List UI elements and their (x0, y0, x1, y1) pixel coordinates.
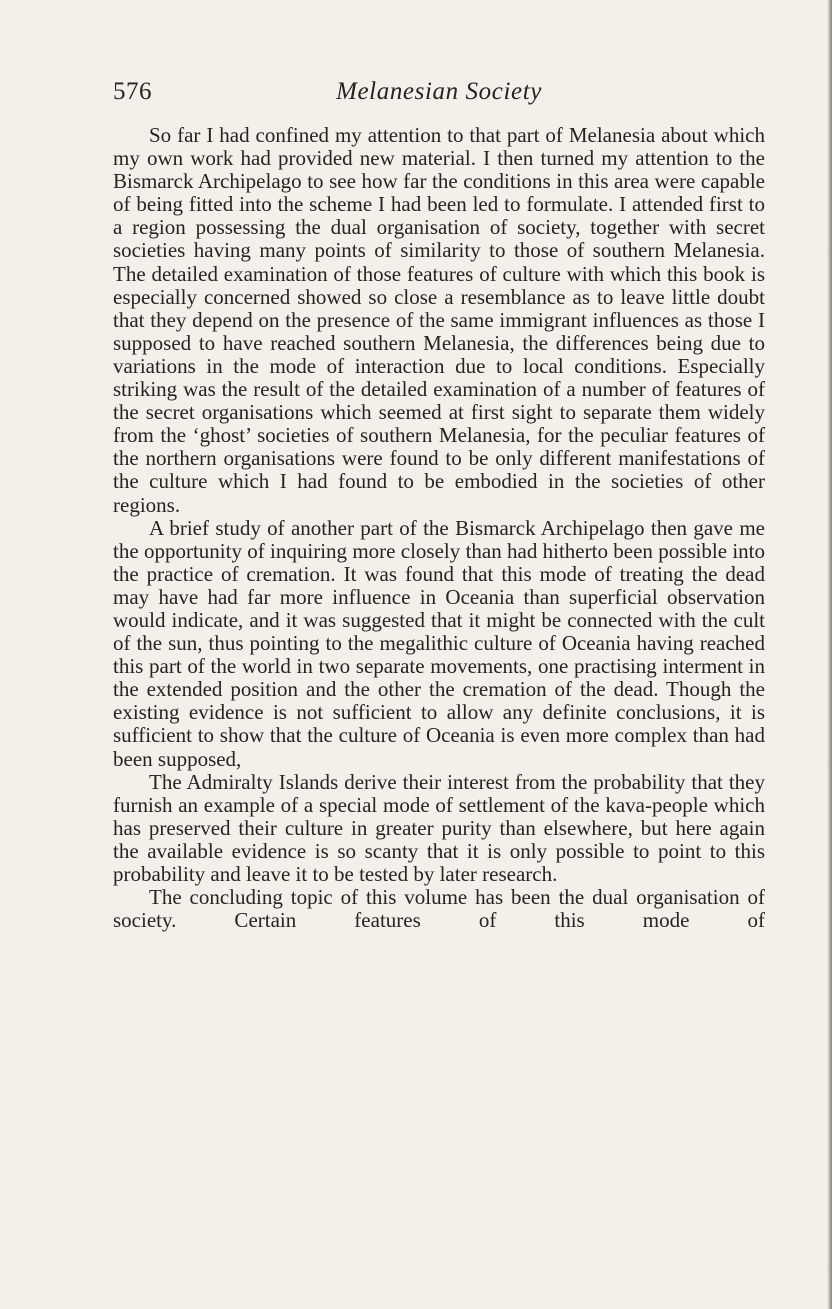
page-number: 576 (113, 78, 152, 105)
paragraph-4: The concluding topic of this volume has been the dual organisation of society. Certain features of this mode of (113, 885, 765, 933)
paragraph-2: A brief study of another part of the Bismarck Archipelago then gave me the opportunity of inquiring more closely than had hitherto been possible into the practice of cremation. It was found that this mode of treating the dead may have had far more influence in Oceania than superficial observation would indicate, and it was suggested that it might be connected with the cult of the sun, thus pointing to the megalithic culture of Oceania having reached this part of the world in two separate movements, one practising interment in the extended position and the other the cremation of the dead. Though the existing evidence is not sufficient to allow any definite conclusions, it is sufficient to show that the culture of Oceania is even more complex than had been supposed, (113, 515, 765, 771)
paragraph-1: So far I had confined my attention to that part of Melanesia about which my own work had provided new material. I then turned my attention to the Bismarck Archipelago to see how far the conditions in this area were capable of being fitted into the scheme I had been led to formulate. I attended first to a region possessing the dual organisation of society, together with secret societies having many points of similarity to those of southern Melanesia. The detailed examination of those features of culture with which this book is especially concerned showed so close a resemblance as to leave little doubt that they depend on the presence of the same immigrant influences as those I supposed to have reached southern Melanesia, the differences being due to variations in the mode of interaction due to local conditions. Especially striking was the result of the detailed examination of a number of features of the secret organisations which seemed at first sight to separate them widely from the ‘ghost’ societies of southern Melanesia, for the peculiar features of the northern organisations were found to be only different manifestations of the culture which I had found to be embodied in the societies of other regions. (113, 123, 765, 517)
body-text (113, 124, 765, 932)
page-header (113, 74, 765, 110)
paragraph-3: The Admiralty Islands derive their interest from the probability that they furnish an example of a special mode of settlement of the kava-people which has preserved their culture in greater purity than elsewhere, but here again the available evidence is so scanty that it is only possible to point to this probability and leave it to be tested by later research. (113, 769, 765, 886)
page-edge-shadow (827, 0, 832, 1309)
running-title: Melanesian Society (336, 78, 542, 105)
